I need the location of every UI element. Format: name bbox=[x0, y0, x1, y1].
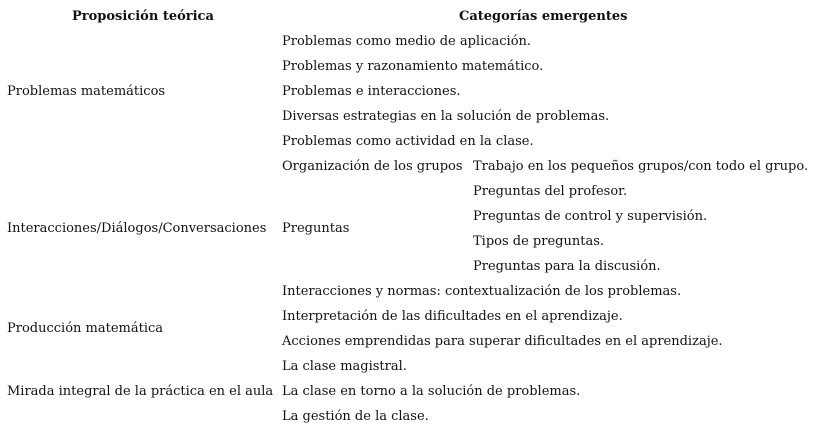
subgroup-label: Preguntas bbox=[282, 221, 350, 236]
proposition-cell: Producción matemática bbox=[7, 321, 164, 336]
category-cell: Problemas como actividad en la clase. bbox=[282, 134, 534, 149]
proposition-cell: Problemas matemáticos bbox=[7, 84, 166, 99]
category-cell: La clase en torno a la solución de problemas. bbox=[282, 384, 581, 399]
subcategory-cell: Tipos de preguntas. bbox=[473, 234, 605, 249]
subcategory-cell: Preguntas del profesor. bbox=[473, 184, 628, 199]
category-cell: Problemas y razonamiento matemático. bbox=[282, 59, 544, 74]
proposition-cell: Interacciones/Diálogos/Conversaciones bbox=[7, 221, 267, 236]
category-cell: Problemas e interacciones. bbox=[282, 84, 461, 99]
header-proposition: Proposición teórica bbox=[72, 9, 214, 24]
proposition-cell: Mirada integral de la práctica en el aula bbox=[7, 384, 274, 399]
subgroup-label: Organización de los grupos bbox=[282, 159, 463, 174]
subcategory-cell: Preguntas de control y supervisión. bbox=[473, 209, 708, 224]
header-categories: Categorías emergentes bbox=[459, 9, 628, 24]
category-cell: Interacciones y normas: contextualización de los problemas. bbox=[282, 284, 682, 299]
category-cell: La gestión de la clase. bbox=[282, 409, 429, 424]
category-cell: Interpretación de las dificultades en el aprendizaje. bbox=[282, 309, 623, 324]
category-cell: Diversas estrategias en la solución de problemas. bbox=[282, 109, 610, 124]
category-cell: Problemas como medio de aplicación. bbox=[282, 34, 532, 49]
subcategory-cell: Trabajo en los pequeños grupos/con todo el grupo. bbox=[473, 159, 809, 174]
category-cell: Acciones emprendidas para superar dificultades en el aprendizaje. bbox=[282, 334, 723, 349]
category-cell: La clase magistral. bbox=[282, 359, 407, 374]
subcategory-cell: Preguntas para la discusión. bbox=[473, 259, 661, 274]
